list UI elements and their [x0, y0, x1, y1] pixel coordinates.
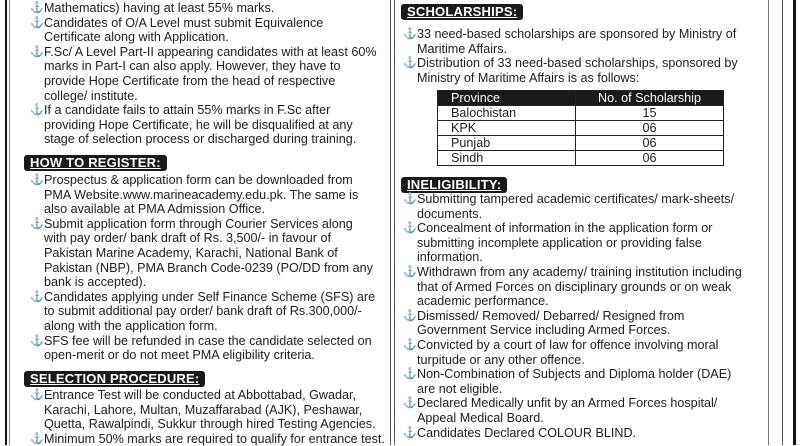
list-item: [30, 217, 375, 290]
anchor-icon: ⚓: [30, 432, 44, 445]
scholarships-heading: SCHOLARSHIPS:: [401, 4, 523, 20]
list-item-text: 33 need-based scholarships are sponsored by Ministry of: [417, 27, 737, 41]
list-item-text: Declared Medically unfit by an Armed Forces hospital/: [417, 396, 718, 411]
list-item-text: with pay order/ bank draft of Rs. 3,500/- in favour of: [44, 231, 332, 246]
list-item-text: PMA Website.www.marineacademy.edu.pk. The same is: [44, 187, 359, 202]
scholarship-table: [437, 90, 724, 166]
list-item-text: Minimum 50% marks are required to qualify for entrance test.: [44, 431, 385, 446]
list-item: [403, 27, 738, 56]
list-item: [403, 426, 742, 441]
list-item-text: open-merit or do not meet PMA eligibility criteria.: [44, 348, 315, 363]
register-list: [30, 173, 375, 363]
list-item-text: Karachi, Lahore, Multan, Muzaffarabad (AJK), Peshawar,: [44, 402, 363, 417]
list-item-text: Convicted by a court of law for offence involving moral: [417, 337, 719, 352]
table-header-row: [438, 91, 724, 106]
province-cell: Balochistan: [438, 106, 576, 121]
header-scholarship-count: No. of Scholarship: [576, 91, 724, 106]
list-item-text: Mathematics) having at least 55% marks.: [44, 1, 275, 15]
list-item: [403, 367, 742, 396]
anchor-icon: ⚓: [403, 57, 417, 70]
count-cell: 06: [576, 136, 724, 151]
list-item-text: F.Sc/ A Level Part-II appearing candidates with at least 60%: [44, 44, 377, 59]
count-cell: 06: [576, 151, 724, 166]
count-cell: 06: [576, 121, 724, 136]
list-item-text: academic performance.: [417, 294, 549, 309]
anchor-icon: ⚓: [30, 16, 44, 29]
list-item-text: turpitude or any other offence.: [417, 352, 585, 367]
anchor-icon: ⚓: [403, 193, 417, 205]
province-cell: Sindh: [438, 151, 576, 166]
anchor-icon: ⚓: [30, 389, 44, 401]
list-item: [403, 396, 742, 425]
list-item: [403, 338, 742, 367]
ineligibility-heading: INELIGIBILITY:: [401, 177, 507, 193]
list-item-text: stage of selection process or discharged during training.: [44, 132, 357, 147]
list-item-text: Pakistan Marine Academy, Karachi, National Bank of: [44, 245, 338, 260]
table-row: [438, 151, 724, 166]
list-item: [30, 432, 385, 446]
list-item-text: Entrance Test will be conducted at Abbottabad, Gwadar,: [44, 388, 357, 402]
anchor-icon: ⚓: [30, 174, 44, 186]
table-row: [438, 106, 724, 121]
list-item-text: are not eligible.: [417, 381, 503, 396]
table-row: [438, 136, 724, 151]
list-item-text: Candidates applying under Self Finance Scheme (SFS) are: [44, 289, 376, 304]
anchor-icon: ⚓: [403, 28, 417, 40]
count-cell: 15: [576, 106, 724, 121]
selection-list: [30, 388, 385, 446]
list-item-text: Ministry of Maritime Affairs is as follows:: [417, 70, 640, 85]
list-item: [30, 173, 375, 217]
anchor-icon: ⚓: [403, 368, 417, 381]
list-item-text: Withdrawn from any academy/ training institution including: [417, 264, 742, 279]
anchor-icon: ⚓: [30, 2, 44, 14]
anchor-icon: ⚓: [403, 397, 417, 410]
anchor-icon: ⚓: [403, 265, 417, 278]
list-item-text: college/ institute.: [44, 88, 138, 103]
column-divider-left: [390, 0, 391, 445]
list-item-text: Non-Combination of Subjects and Diploma holder (DAE): [417, 367, 732, 382]
list-item: [30, 103, 377, 147]
list-item: [30, 334, 375, 363]
right-border-thick: [793, 0, 796, 445]
list-item-text: Candidates Declared COLOUR BLIND.: [417, 425, 637, 440]
anchor-icon: ⚓: [403, 309, 417, 322]
list-item-text: If a candidate fails to attain 55% marks in F.Sc after: [44, 103, 331, 118]
list-item: [30, 45, 377, 103]
list-item: [403, 221, 742, 265]
left-border-thin: [9, 0, 10, 445]
province-cell: KPK: [438, 121, 576, 136]
anchor-icon: ⚓: [30, 45, 44, 58]
anchor-icon: ⚓: [403, 222, 417, 235]
list-item-text: Candidates of O/A Level must submit Equivalence: [44, 15, 324, 30]
anchor-icon: ⚓: [30, 334, 44, 347]
header-province: Province: [438, 91, 576, 106]
list-item-text: SFS fee will be refunded in case the candidate selected on: [44, 333, 372, 348]
list-item-text: Submit application form through Courier Services along: [44, 216, 353, 231]
list-item-text: Maritime Affairs.: [417, 41, 508, 56]
list-item-text: Dismissed/ Removed/ Debarred/ Resigned from: [417, 308, 685, 323]
anchor-icon: ⚓: [30, 104, 44, 117]
list-item-text: providing Hope Certificate, he will be disqualified at any: [44, 117, 353, 132]
list-item-text: provide Hope Certificate from the head of respective: [44, 73, 336, 88]
list-item-text: marks in Part-I can also apply. However, they have to: [44, 59, 341, 74]
right-border-outer-thin: [782, 0, 783, 445]
list-item: [403, 265, 742, 309]
list-item: [30, 290, 375, 334]
anchor-icon: ⚓: [30, 290, 44, 303]
list-item-text: Prospectus & application form can be downloaded from: [44, 173, 353, 187]
column-divider-right: [394, 0, 395, 445]
list-item-text: Pakistan (NBP), PMA Branch Code-0239 (PO/DD from any: [44, 260, 373, 275]
list-item-text: documents.: [417, 206, 483, 221]
list-item-text: Submitting tampered academic certificates/ mark-sheets/: [417, 192, 735, 206]
anchor-icon: ⚓: [403, 338, 417, 351]
list-item-text: Distribution of 33 need-based scholarships, sponsored by: [417, 56, 738, 71]
list-item-text: Quetta, Rawalpindi, Sukkur through hired Testing Agencies.: [44, 417, 376, 432]
list-item-text: Appeal Medical Board.: [417, 410, 544, 425]
list-item-text: submitting incomplete application or providing false: [417, 235, 702, 250]
eligibility-list: [30, 1, 377, 147]
how-to-register-heading: HOW TO REGISTER:: [24, 155, 167, 171]
table-row: [438, 121, 724, 136]
list-item: [30, 388, 385, 432]
list-item-text: to submit additional pay order/ bank draft of Rs.300,000/-: [44, 304, 362, 319]
list-item-text: along with the application form.: [44, 318, 218, 333]
list-item-text: bank is accepted).: [44, 275, 147, 290]
list-item: [403, 309, 742, 338]
list-item-text: Government Service including Armed Forces.: [417, 323, 671, 338]
list-item-text: information.: [417, 250, 483, 265]
anchor-icon: ⚓: [30, 217, 44, 230]
left-border-thick: [5, 0, 7, 445]
ineligibility-list: [403, 192, 742, 440]
list-item-text: Certificate along with Application.: [44, 30, 229, 45]
selection-procedure-heading: SELECTION PROCEDURE:: [24, 371, 205, 387]
scholarship-list: [403, 27, 738, 85]
list-item-text: that of Armed Forces on disciplinary grounds or on weak: [417, 279, 732, 294]
list-item: [30, 1, 377, 16]
list-item-text: also available at PMA Admission Office.: [44, 202, 265, 217]
province-cell: Punjab: [438, 136, 576, 151]
right-border-thin: [768, 0, 769, 445]
list-item-text: Concealment of information in the application form or: [417, 221, 713, 236]
list-item: [403, 56, 738, 85]
list-item: [30, 16, 377, 45]
list-item: [403, 192, 742, 221]
anchor-icon: ⚓: [403, 426, 417, 439]
